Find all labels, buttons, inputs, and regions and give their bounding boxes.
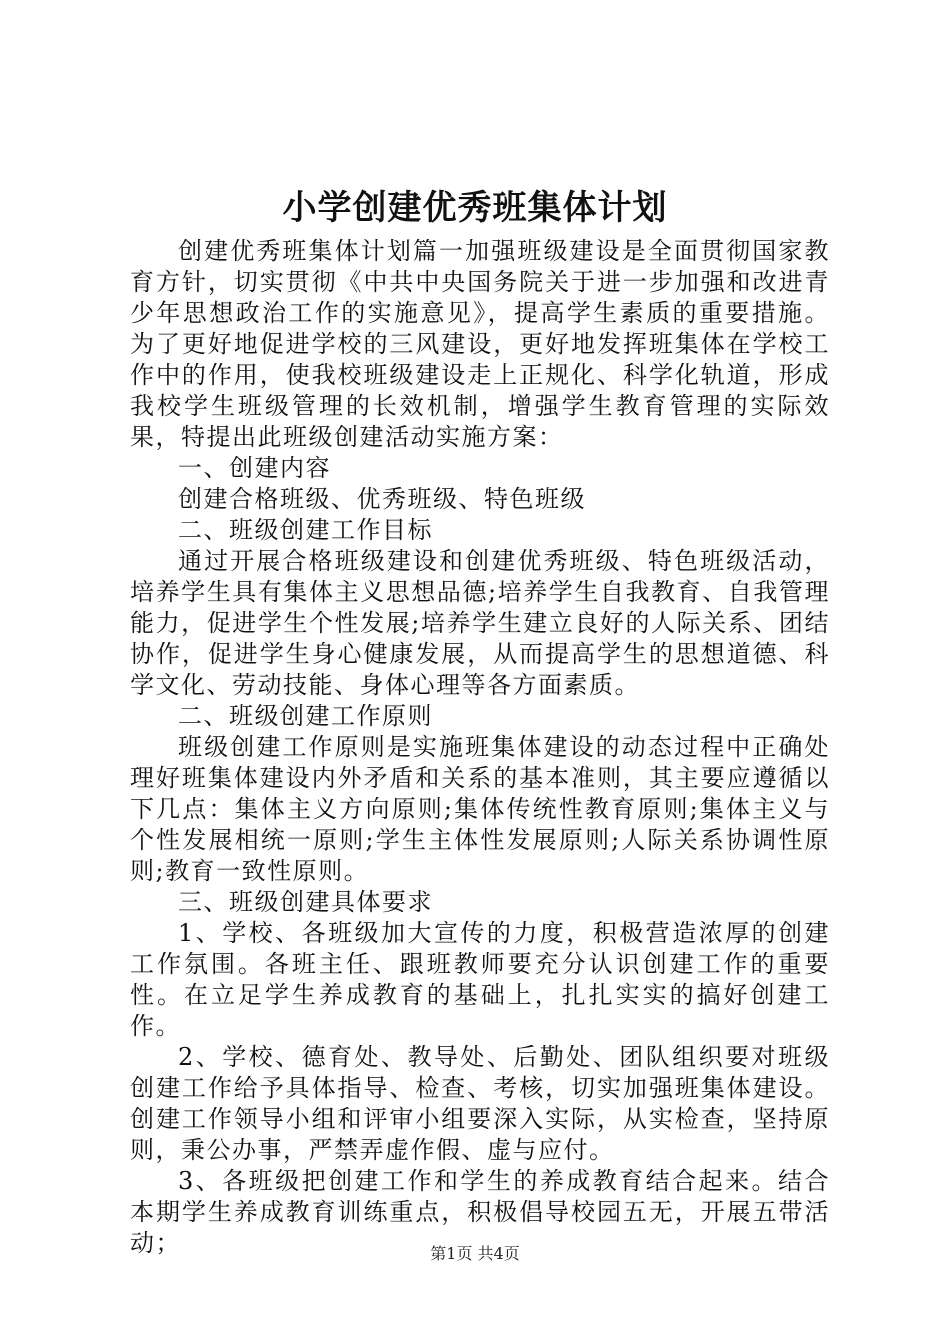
- section-heading-goals: 二、班级创建工作目标: [178, 516, 433, 544]
- section-heading-requirements: 三、班级创建具体要求: [178, 888, 433, 916]
- document-title: 小学创建优秀班集体计划: [282, 188, 668, 228]
- document-body: [130, 236, 830, 1259]
- page-footer: 第1页 共4页: [430, 1244, 520, 1263]
- paragraph-requirement-2: 2、学校、德育处、教导处、后勤处、团队组织要对班级创建工作给予具体指导、检查、考核，切实加强班集体建设。创建工作领导小组和评审小组要深入实际，从实检查，坚持原则，秉公办事，严禁弄虚作假、虚与应付。: [130, 1043, 830, 1164]
- paragraph-requirement-1: 1、学校、各班级加大宣传的力度，积极营造浓厚的创建工作氛围。各班主任、跟班教师要充分认识创建工作的重要性。在立足学生养成教育的基础上，扎扎实实的搞好创建工作。: [130, 919, 830, 1040]
- paragraph-content: 创建合格班级、优秀班级、特色班级: [178, 485, 586, 513]
- section-heading-content: 一、创建内容: [178, 454, 331, 482]
- paragraph-intro: 创建优秀班集体计划篇一加强班级建设是全面贯彻国家教育方针，切实贯彻《中共中央国务院关于进一步加强和改进青少年思想政治工作的实施意见》，提高学生素质的重要措施。为了更好地促进学校的三风建设，更好地发挥班集体在学校工作中的作用，使我校班级建设走上正规化、科学化轨道，形成我校学生班级管理的长效机制，增强学生教育管理的实际效果，特提出此班级创建活动实施方案：: [130, 237, 830, 451]
- section-heading-principles: 二、班级创建工作原则: [178, 702, 433, 730]
- paragraph-requirement-3: 3、各班级把创建工作和学生的养成教育结合起来。结合本期学生养成教育训练重点，积极倡导校园五无，开展五带活动；: [130, 1167, 830, 1257]
- paragraph-principles: 班级创建工作原则是实施班集体建设的动态过程中正确处理好班集体建设内外矛盾和关系的基本准则，其主要应遵循以下几点：集体主义方向原则;集体传统性教育原则;集体主义与个性发展相统一原则;学生主体性发展原则;人际关系协调性原则;教育一致性原则。: [130, 733, 830, 885]
- paragraph-goals: 通过开展合格班级建设和创建优秀班级、特色班级活动，培养学生具有集体主义思想品德;培养学生自我教育、自我管理能力，促进学生个性发展;培养学生建立良好的人际关系、团结协作，促进学生身心健康发展，从而提高学生的思想道德、科学文化、劳动技能、身体心理等各方面素质。: [130, 547, 830, 699]
